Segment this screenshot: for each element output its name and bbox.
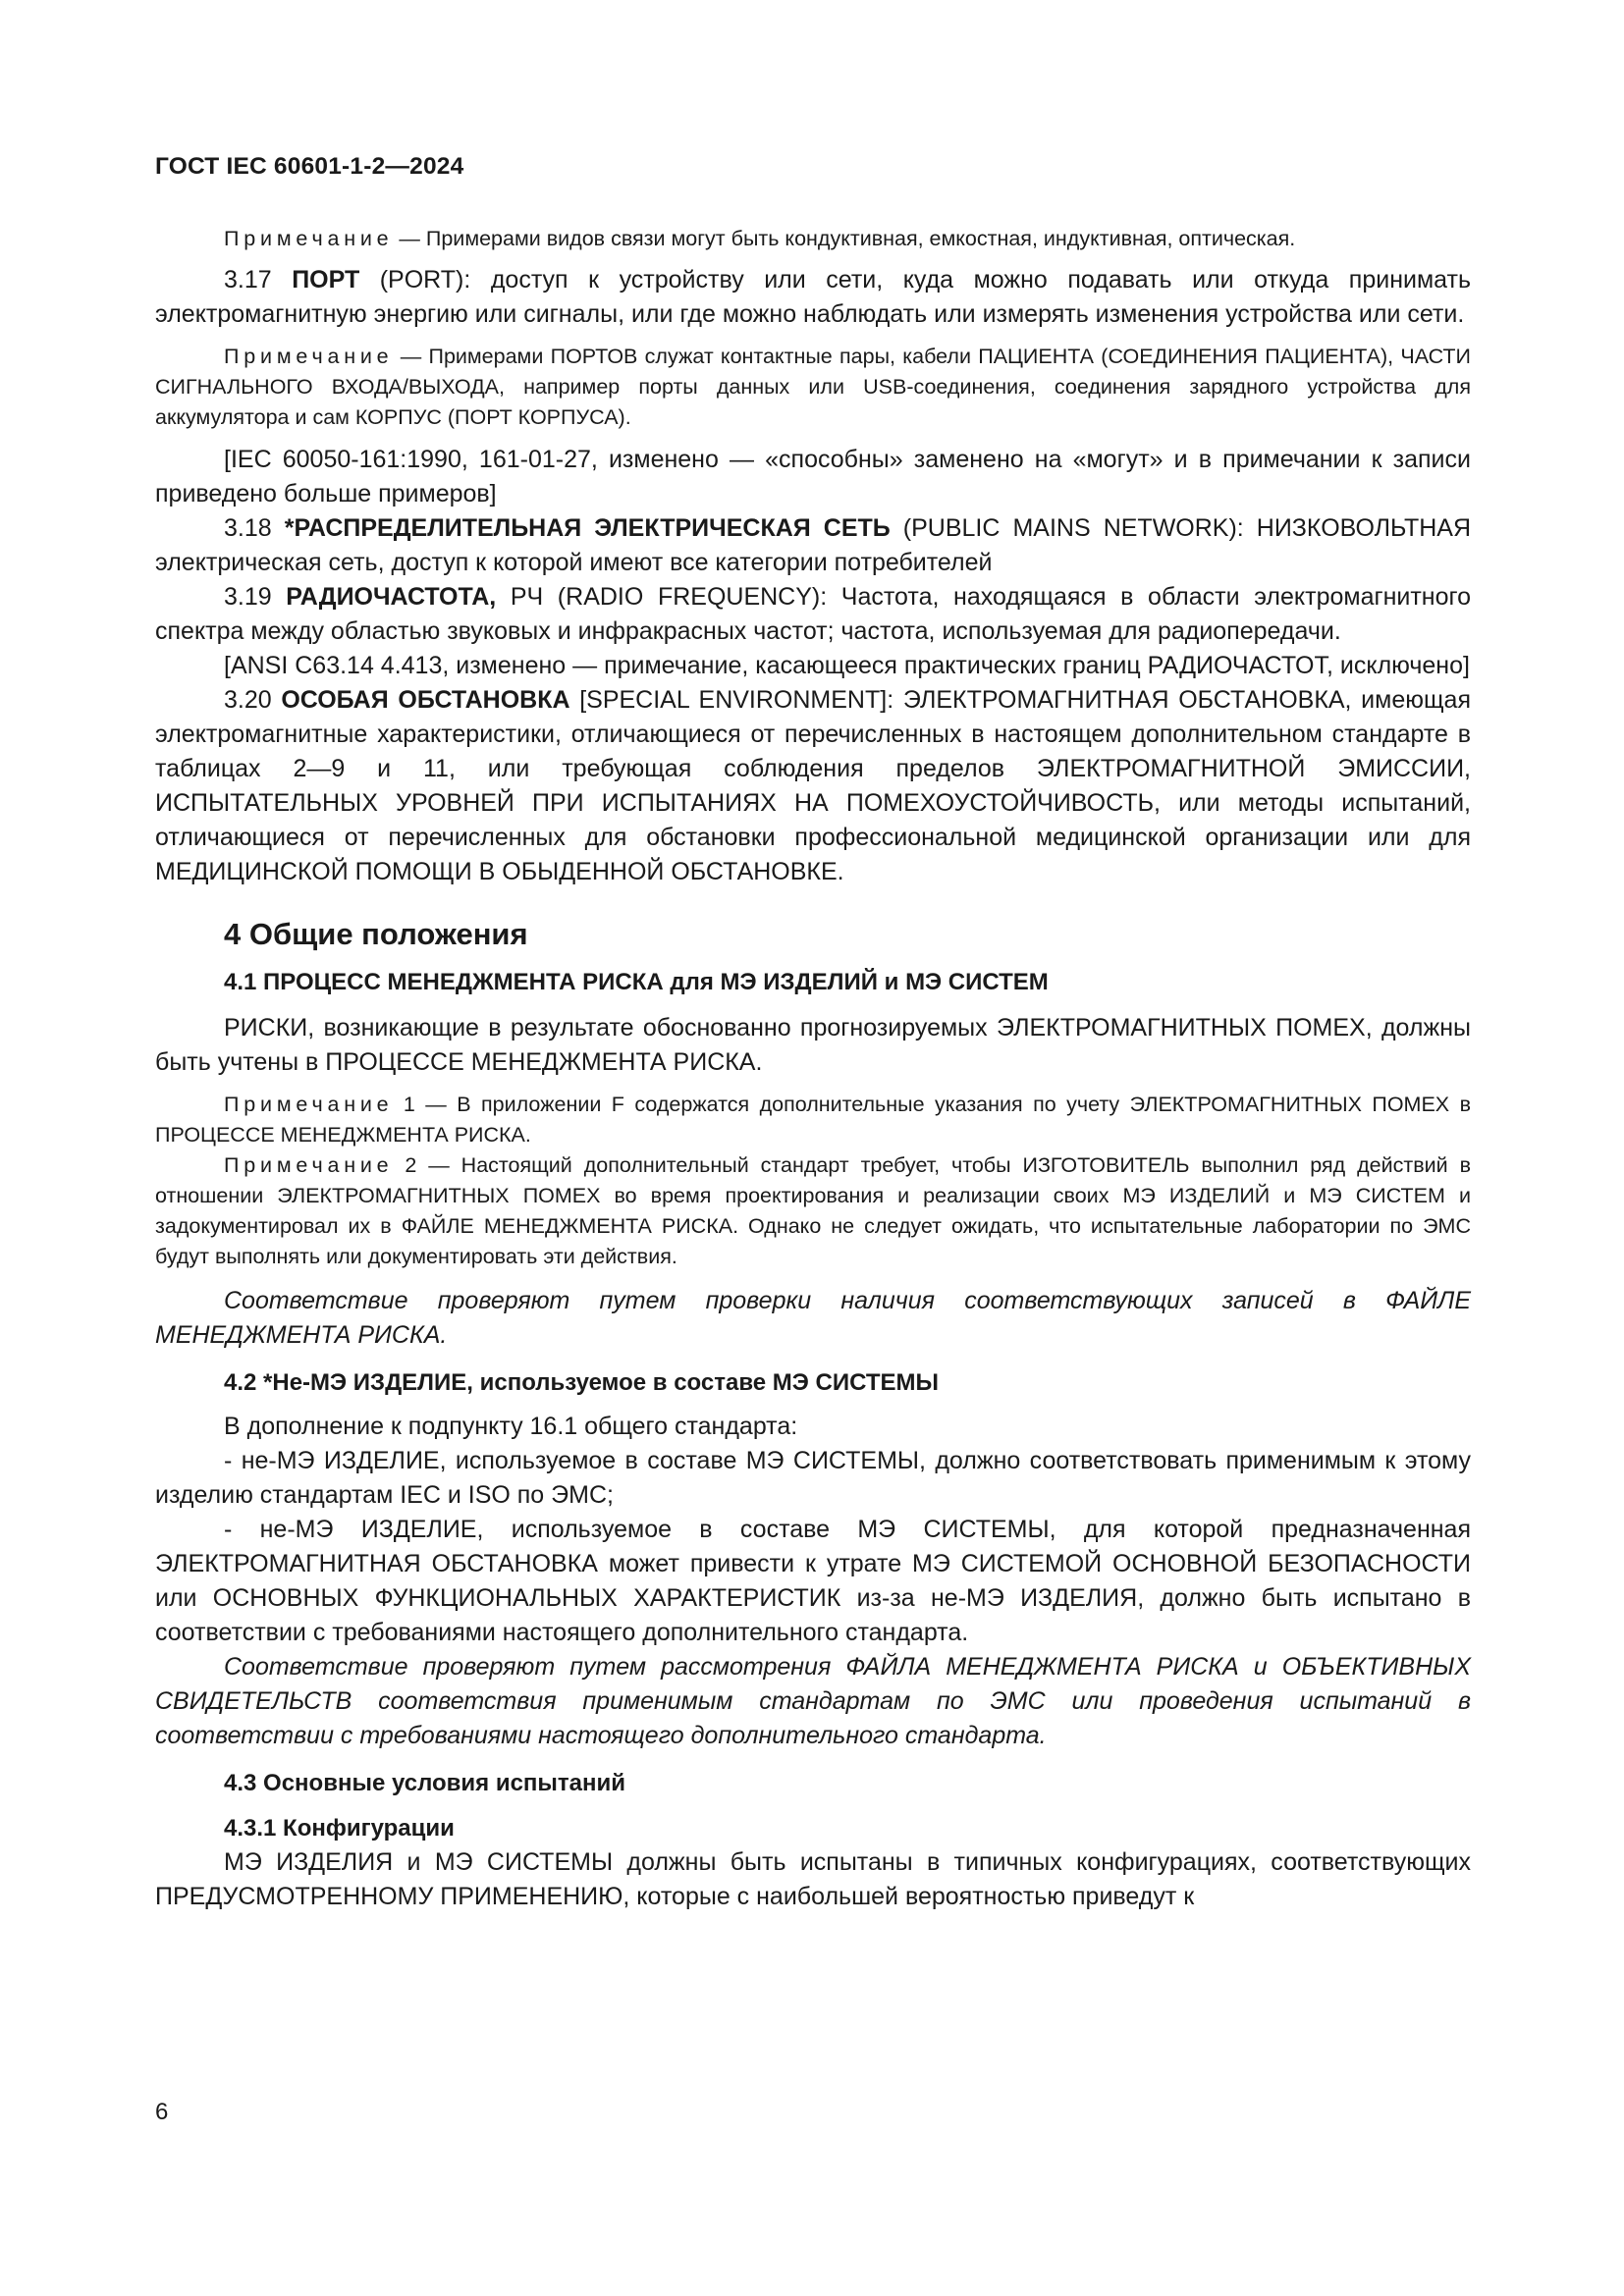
note-text: — В приложении F содержатся дополнительные указания по учету ЭЛЕКТРОМАГНИТНЫХ ПОМЕХ в ПРОЦЕССЕ МЕНЕДЖМЕНТА РИСКА.: [155, 1093, 1471, 1147]
clause-3-19: [155, 580, 1471, 649]
term: *РАСПРЕДЕЛИТЕЛЬНАЯ ЭЛЕКТРИЧЕСКАЯ СЕТЬ: [284, 514, 891, 542]
clause-3-20: [155, 683, 1471, 889]
clause-3-17: [155, 263, 1471, 332]
section-4-3-heading: 4.3 Основные условия испытаний: [224, 1770, 626, 1796]
para-4-1: РИСКИ, возникающие в результате обоснованно прогнозируемых ЭЛЕКТРОМАГНИТНЫХ ПОМЕХ, должны быть учтены в ПРОЦЕССЕ МЕНЕДЖМЕНТА РИСКА.: [155, 1014, 1471, 1076]
para-4-2-item-1: - не-МЭ ИЗДЕЛИЕ, используемое в составе МЭ СИСТЕМЫ, должно соответствовать применимым к этому изделию стандартам IEC и ISO по ЭМС;: [155, 1447, 1471, 1509]
note-text: — Настоящий дополнительный стандарт требует, чтобы ИЗГОТОВИТЕЛЬ выполнил ряд действий в отношении ЭЛЕКТРОМАГНИТНЫХ ПОМЕХ во время проектирования и реализации своих МЭ ИЗДЕЛИЙ и МЭ СИСТЕМ и задокументировал их в ФАЙЛЕ МЕНЕДЖМЕНТА РИСКА. Однако не следует ожидать, что испытательные лаборатории по ЭМС будут выполнять или документировать эти действия.: [155, 1153, 1471, 1268]
compliance-4-1: Соответствие проверяют путем проверки наличия соответствующих записей в ФАЙЛЕ МЕНЕДЖМЕНТА РИСКА.: [155, 1287, 1471, 1349]
note-text: — Примерами ПОРТОВ служат контактные пары, кабели ПАЦИЕНТА (СОЕДИНЕНИЯ ПАЦИЕНТА), ЧАСТИ СИГНАЛЬНОГО ВХОДА/ВЫХОДА, например порты данных или USB-соединения, соединения зарядного устройства для аккумулятора и сам КОРПУС (ПОРТ КОРПУСА).: [155, 345, 1471, 429]
para-4-2-item-2: - не-МЭ ИЗДЕЛИЕ, используемое в составе МЭ СИСТЕМЫ, для которой предназначенная ЭЛЕКТРОМАГНИТНАЯ ОБСТАНОВКА может привести к утрате МЭ СИСТЕМОЙ ОСНОВНОЙ БЕЗОПАСНОСТИ или ОСНОВНЫХ ФУНКЦИОНАЛЬНЫХ ХАРАКТЕРИСТИК из-за не-МЭ ИЗДЕЛИЯ, должно быть испытано в соответствии с требованиями настоящего дополнительного стандарта.: [155, 1516, 1471, 1646]
term: ОСОБАЯ ОБСТАНОВКА: [281, 686, 570, 714]
note-3-17: [155, 342, 1471, 433]
definition: [SPECIAL ENVIRONMENT]: ЭЛЕКТРОМАГНИТНАЯ ОБСТАНОВКА, имеющая электромагнитные характеристики, отличающиеся от перечисленных в настоящем дополнительном стандарте в таблицах 2—9 и 11, или требующая соблюдения пределов ЭЛЕКТРОМАГНИТНОЙ ЭМИССИИ, ИСПЫТАТЕЛЬНЫХ УРОВНЕЙ ПРИ ИСПЫТАНИЯХ НА ПОМЕХОУСТОЙЧИВОСТЬ, или методы испытаний, отличающиеся от перечисленных для обстановки профессиональной медицинской организации или для МЕДИЦИНСКОЙ ПОМОЩИ В ОБЫДЕННОЙ ОБСТАНОВКЕ.: [155, 686, 1471, 885]
section-4-1-heading: 4.1 ПРОЦЕСС МЕНЕДЖМЕНТА РИСКА для МЭ ИЗДЕЛИЙ и МЭ СИСТЕМ: [224, 969, 1049, 995]
term: ПОРТ: [292, 266, 360, 294]
compliance-4-2: Соответствие проверяют путем рассмотрения ФАЙЛА МЕНЕДЖМЕНТА РИСКА и ОБЪЕКТИВНЫХ СВИДЕТЕЛЬСТВ соответствия применимым стандартам по ЭМС или проведения испытаний в соответствии с требованиями настоящего дополнительного стандарта.: [155, 1653, 1471, 1749]
source-3-17: [IEC 60050-161:1990, 161-01-27, изменено — «способны» заменено на «могут» и в примечании к записи приведено больше примеров]: [155, 446, 1471, 507]
document-header: ГОСТ IEC 60601-1-2—2024: [155, 153, 464, 180]
definition: (PORT): доступ к устройству или сети, куда можно подавать или откуда принимать электромагнитную энергию или сигналы, или где можно наблюдать или измерять изменения устройства или сети.: [155, 266, 1472, 328]
source-3-19: [ANSI C63.14 4.413, изменено — примечание, касающееся практических границ РАДИОЧАСТОТ, исключено]: [224, 652, 1470, 679]
clause-number: 3.19: [224, 583, 287, 611]
note-label: Примечание: [224, 1093, 394, 1116]
para-4-3-1: МЭ ИЗДЕЛИЯ и МЭ СИСТЕМЫ должны быть испытаны в типичных конфигурациях, соответствующих ПРЕДУСМОТРЕННОМУ ПРИМЕНЕНИЮ, которые с наибольшей вероятностью приведут к: [155, 1848, 1471, 1910]
note-number: 1: [393, 1093, 415, 1116]
note-label: Примечание: [224, 1153, 394, 1177]
section-4-heading: 4 Общие положения: [224, 917, 528, 951]
clause-3-18: [155, 511, 1471, 580]
definition: РЧ (RADIO FREQUENCY): Частота, находящаяся в области электромагнитного спектра между областью звуковых и инфракрасных частот; частота, используемая для радиопередачи.: [155, 583, 1471, 645]
note-3-16: [155, 224, 1471, 254]
note-4-1-2: [155, 1150, 1471, 1272]
para-4-2-intro: В дополнение к подпункту 16.1 общего стандарта:: [224, 1413, 798, 1440]
page-number: 6: [155, 2099, 169, 2125]
term: РАДИОЧАСТОТА,: [286, 583, 497, 611]
note-number: 2: [393, 1153, 417, 1177]
clause-number: 3.20: [224, 686, 282, 714]
note-4-1-1: [155, 1090, 1471, 1150]
document-body: [155, 224, 1471, 1914]
section-4-3-1-heading: 4.3.1 Конфигурации: [224, 1815, 455, 1842]
clause-number: 3.17: [224, 266, 293, 294]
note-label: Примечание: [224, 227, 394, 250]
section-4-2-heading: 4.2 *Не-МЭ ИЗДЕЛИЕ, используемое в составе МЭ СИСТЕМЫ: [224, 1369, 939, 1396]
note-label: Примечание: [224, 345, 394, 368]
clause-number: 3.18: [224, 514, 285, 542]
note-text: — Примерами видов связи могут быть кондуктивная, емкостная, индуктивная, оптическая.: [393, 227, 1296, 250]
definition: (PUBLIC MAINS NETWORK): НИЗКОВОЛЬТНАЯ электрическая сеть, доступ к которой имеют все категории потребителей: [155, 514, 1472, 576]
